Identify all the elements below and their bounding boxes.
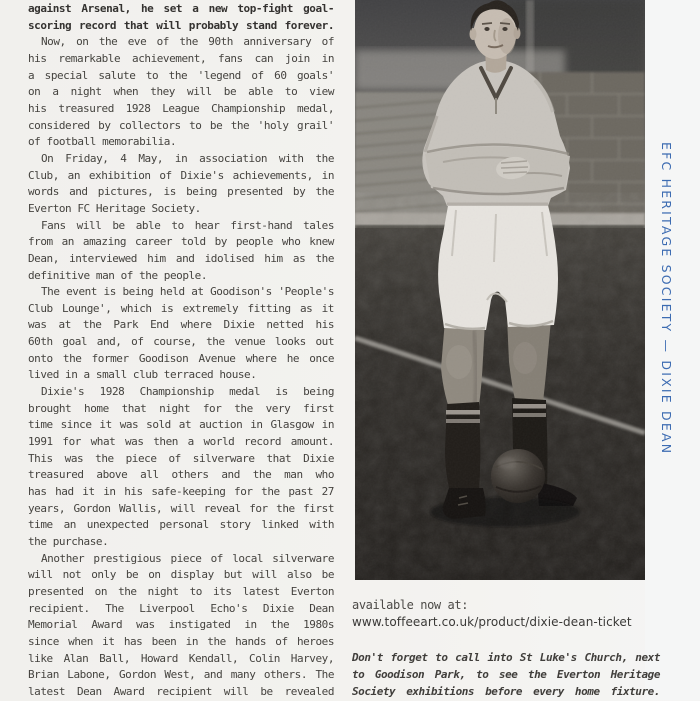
article-line: Club, an exhibition of Dixie's achievements, in	[28, 168, 334, 182]
article-text-column	[28, 1, 334, 701]
article-line: words and pictures, is being presented by the	[28, 185, 334, 199]
article-line: of football memorabilia.	[28, 135, 177, 149]
article-line: has had it in his safe-keeping for the past 27	[28, 485, 334, 499]
article-line: since when it has been in the hands of heroes	[28, 634, 334, 648]
dixie-dean-photo	[355, 0, 645, 580]
article-line: will not only be on display but will also be	[28, 568, 334, 582]
article-line: Brian Labone, Gordon West, and many others. The	[28, 668, 334, 682]
article-line: The event is being held at Goodison's 'People's	[41, 285, 334, 299]
article-line: This was the piece of silverware that Dixie	[28, 451, 334, 465]
article-line: Everton FC Heritage Society.	[28, 201, 201, 215]
article-line: Another prestigious piece of local silverware	[41, 551, 334, 565]
article-line: Memorial Award was instigated in the 1980s	[28, 618, 334, 632]
footer-note-line: to Goodison Park, to see the Everton Heritage	[352, 667, 660, 681]
article-line: Now, on the eve of the 90th anniversary of	[41, 35, 334, 49]
article-line: the purchase.	[28, 535, 109, 548]
photo-grain	[355, 0, 645, 580]
footer-note-line: Don't forget to call into St Luke's Church, next	[352, 651, 660, 664]
footer-note-line: Society exhibitions before every home fixture.	[352, 684, 660, 698]
article-line: time an unexpected personal story linked with	[28, 518, 334, 532]
article-line: On Friday, 4 May, in association with the	[41, 151, 334, 165]
article-line: his remarkable achievement, fans can join in	[28, 51, 334, 65]
article-line: recipient. The Liverpool Echo's Dixie Dean	[28, 601, 334, 615]
article-line: onto the former Goodison Avenue where he once	[28, 351, 334, 365]
article-line: against Arsenal, he set a new top-fight goal-	[28, 2, 334, 15]
article-line: like Alan Ball, Howard Kendall, Colin Harvey,	[28, 651, 334, 665]
article-line: his treasured 1928 League Championship medal,	[28, 101, 334, 115]
dixie-dean-photo-illustration	[355, 0, 645, 580]
article-line: years, Gordon Wallis, will reveal for the first	[28, 501, 334, 515]
article-line: Dixie's 1928 Championship medal is being	[41, 385, 334, 399]
article-line: treasured above all others and the man who	[28, 468, 334, 482]
article-line: presented on the night to its latest Everton	[28, 584, 334, 598]
article-line: considered by collectors to be the 'holy grail'	[28, 118, 334, 132]
article-line: from an amazing career told by people who knew	[28, 235, 334, 249]
article-line: a special salute to the 'legend of 60 goals'	[28, 68, 334, 82]
article-line: brought home that night for the very first	[28, 401, 334, 415]
article-line: 1991 for what was then a world record amount.	[28, 435, 334, 449]
article-line: definitive man of the people.	[28, 268, 208, 282]
availability-label: available now at:	[352, 598, 469, 612]
ticket-url-link[interactable]: www.toffeeart.co.uk/product/dixie-dean-ticket	[352, 615, 632, 629]
article-line: was at the Park End where Dixie netted his	[28, 318, 334, 332]
footer-note	[352, 650, 660, 701]
article-line: time since it was sold at auction in Glasgow in	[28, 418, 334, 432]
article-line: lived in a small club terraced house.	[28, 368, 257, 382]
article-line: Club Lounge', which is extremely fitting as it	[28, 301, 334, 315]
article-line: latest Dean Award recipient will be revealed	[28, 684, 334, 698]
article-line: on a night when they will be able to view	[28, 85, 334, 99]
vertical-banner-text: EFC HERITAGE SOCIETY — DIXIE DEAN	[659, 142, 674, 456]
article-line: scoring record that will probably stand forever.	[28, 18, 334, 32]
article-line: Fans will be able to hear first-hand tales	[41, 218, 334, 232]
article-line: Dean, interviewed him and idolised him as the	[28, 251, 334, 265]
article-line: 60th goal and, of course, the venue looks out	[28, 335, 334, 349]
